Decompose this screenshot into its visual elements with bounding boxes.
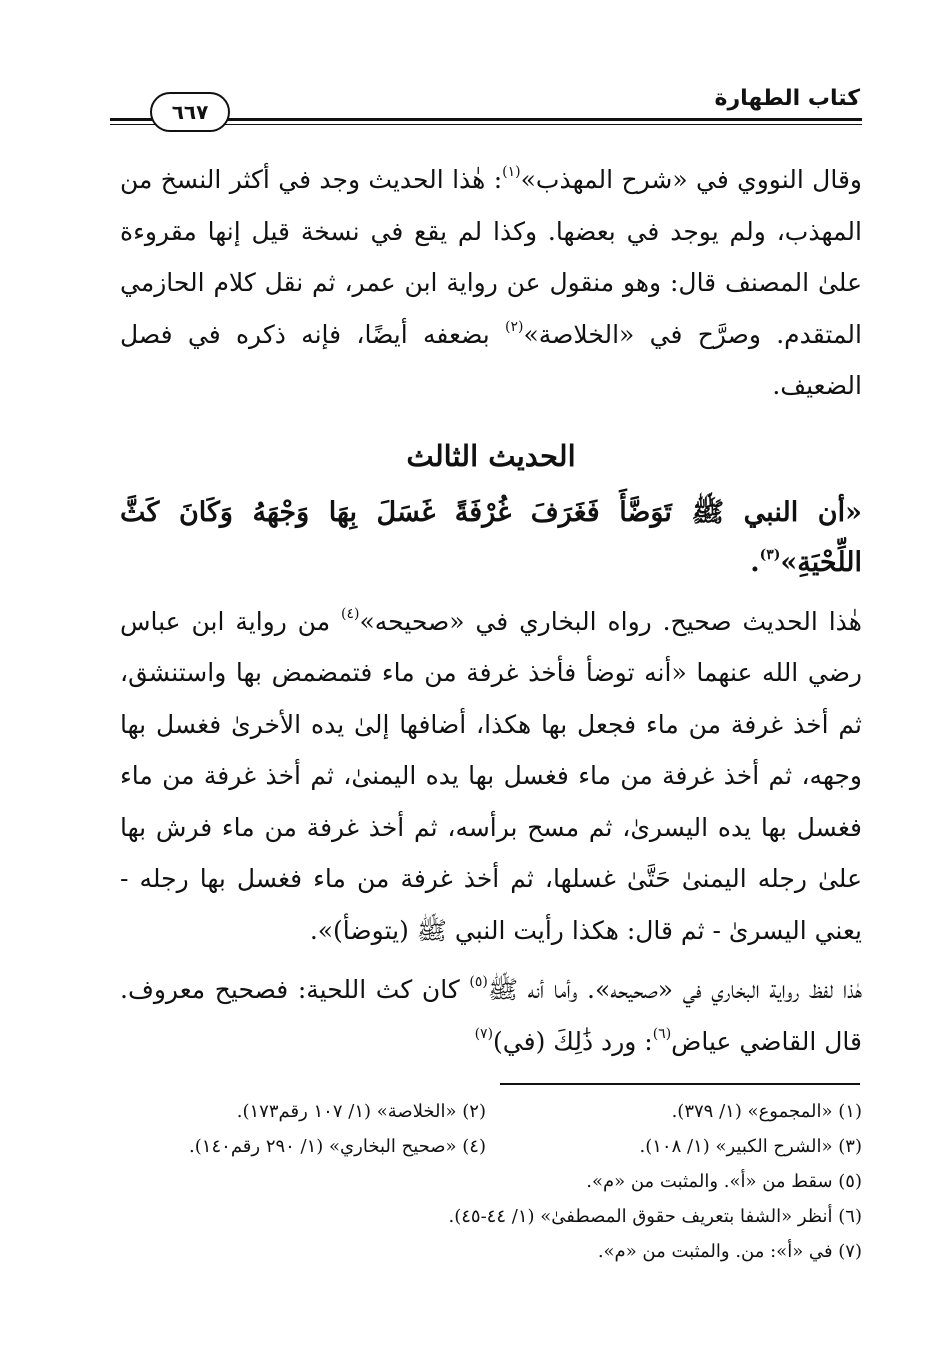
hadith-text [120,488,862,588]
main-text [120,154,862,1067]
paragraph-text: كان كث اللحية: فصحيح معروف. قال القاضي عياض [120,975,862,1056]
header-title: كتاب الطهارة [714,86,860,111]
footnote-ref-2: (٢) [505,318,524,335]
footnote-1: (١) «المجموع» (١/ ٣٧٩). [671,1101,862,1122]
footnote-row [110,1094,862,1129]
paragraph-text: : هٰذا الحديث وجد في أكثر النسخ من المهذب، ولم يوجد في بعضها. وكذا لم يقع في نسخة قيل إنها مقروءة علىٰ المصنف قال: وهو منقول عن رواية ابن عمر، ثم نقل كلام الحازمي المتقدم. وصرَّح في «الخلاصة» [120,165,862,349]
hadith-body: «أن النبي ﷺ تَوَضَّأَ فَغَرَفَ غُرْفَةً غَسَلَ بِهَا وَجْهَهُ وَكَانَ كَثَّ اللِّحْيَةِ» [120,496,862,578]
footnote-separator [500,1083,860,1085]
footnote-2: (٢) «الخلاصة» (١/ ١٠٧ رقم١٧٣). [236,1101,486,1122]
footnotes [110,1094,862,1269]
footnote-4: (٤) «صحيح البخاري» (١/ ٢٩٠ رقم١٤٠). [189,1136,486,1157]
footnote-ref-7: (٧) [474,1025,494,1042]
paragraph-2 [120,596,862,957]
paragraph-text: هٰذا الحديث صحيح. رواه البخاري في «صحيحه» [359,606,862,636]
footnote-ref-4: (٤) [341,605,360,622]
footnote-5: (٥) سقط من «أ». والمثبت من «م». [586,1171,862,1192]
paragraph-text: هٰذا لفظ رواية البخاري في «صحيحه». وأما أنه ﷺ [487,975,862,1004]
footnote-ref-3: (٣) [759,546,781,563]
hadith-end: . [750,546,760,578]
paragraph-3 [120,964,862,1067]
paragraph-text: بضعفه أيضًا، فإنه ذكره في فصل الضعيف. [120,319,862,400]
running-header [110,82,862,130]
section-heading: الحديث الثالث [406,438,576,473]
paragraph-text: وقال النووي في «شرح المهذب» [520,165,862,194]
paragraph-1 [120,154,862,412]
footnote-row [110,1129,862,1164]
footnote-6: (٦) أنظر «الشفا بتعريف حقوق المصطفىٰ» (١/ ٤٤-٤٥). [448,1206,862,1227]
paragraph-text: : ورد ذَٰلِكَ (في) [493,1026,653,1056]
page-number: ٦٦٧ [150,92,230,132]
footnote-7: (٧) في «أ»: من. والمثبت من «م». [597,1241,862,1262]
footnote-3: (٣) «الشرح الكبير» (١/ ١٠٨). [639,1136,862,1157]
paragraph-text: من رواية ابن عباس رضي الله عنهما «أنه توضأ فأخذ غرفة من ماء فتمضمض بها واستنشق، ثم أخذ غرفة من ماء فجعل بها هكذا، أضافها إلىٰ يده الأخرىٰ فغسل بها وجهه، ثم أخذ غرفة من ماء فغسل بها يده اليمنىٰ، ثم أخذ غرفة من ماء فغسل بها يده اليسرىٰ، ثم مسح برأسه، ثم أخذ غرفة من ماء فرش بها علىٰ رجله اليمنىٰ حَتَّىٰ غسلها، ثم أخذ غرفة من ماء فغسل بها رجله - يعني اليسرىٰ - ثم قال: هكذا رأيت النبي ﷺ (يتوضأ)». [120,606,862,945]
footnote-ref-5: (٥) [469,974,488,990]
footnote-ref-6: (٦) [652,1025,672,1042]
footnote-ref-1: (١) [502,164,521,180]
